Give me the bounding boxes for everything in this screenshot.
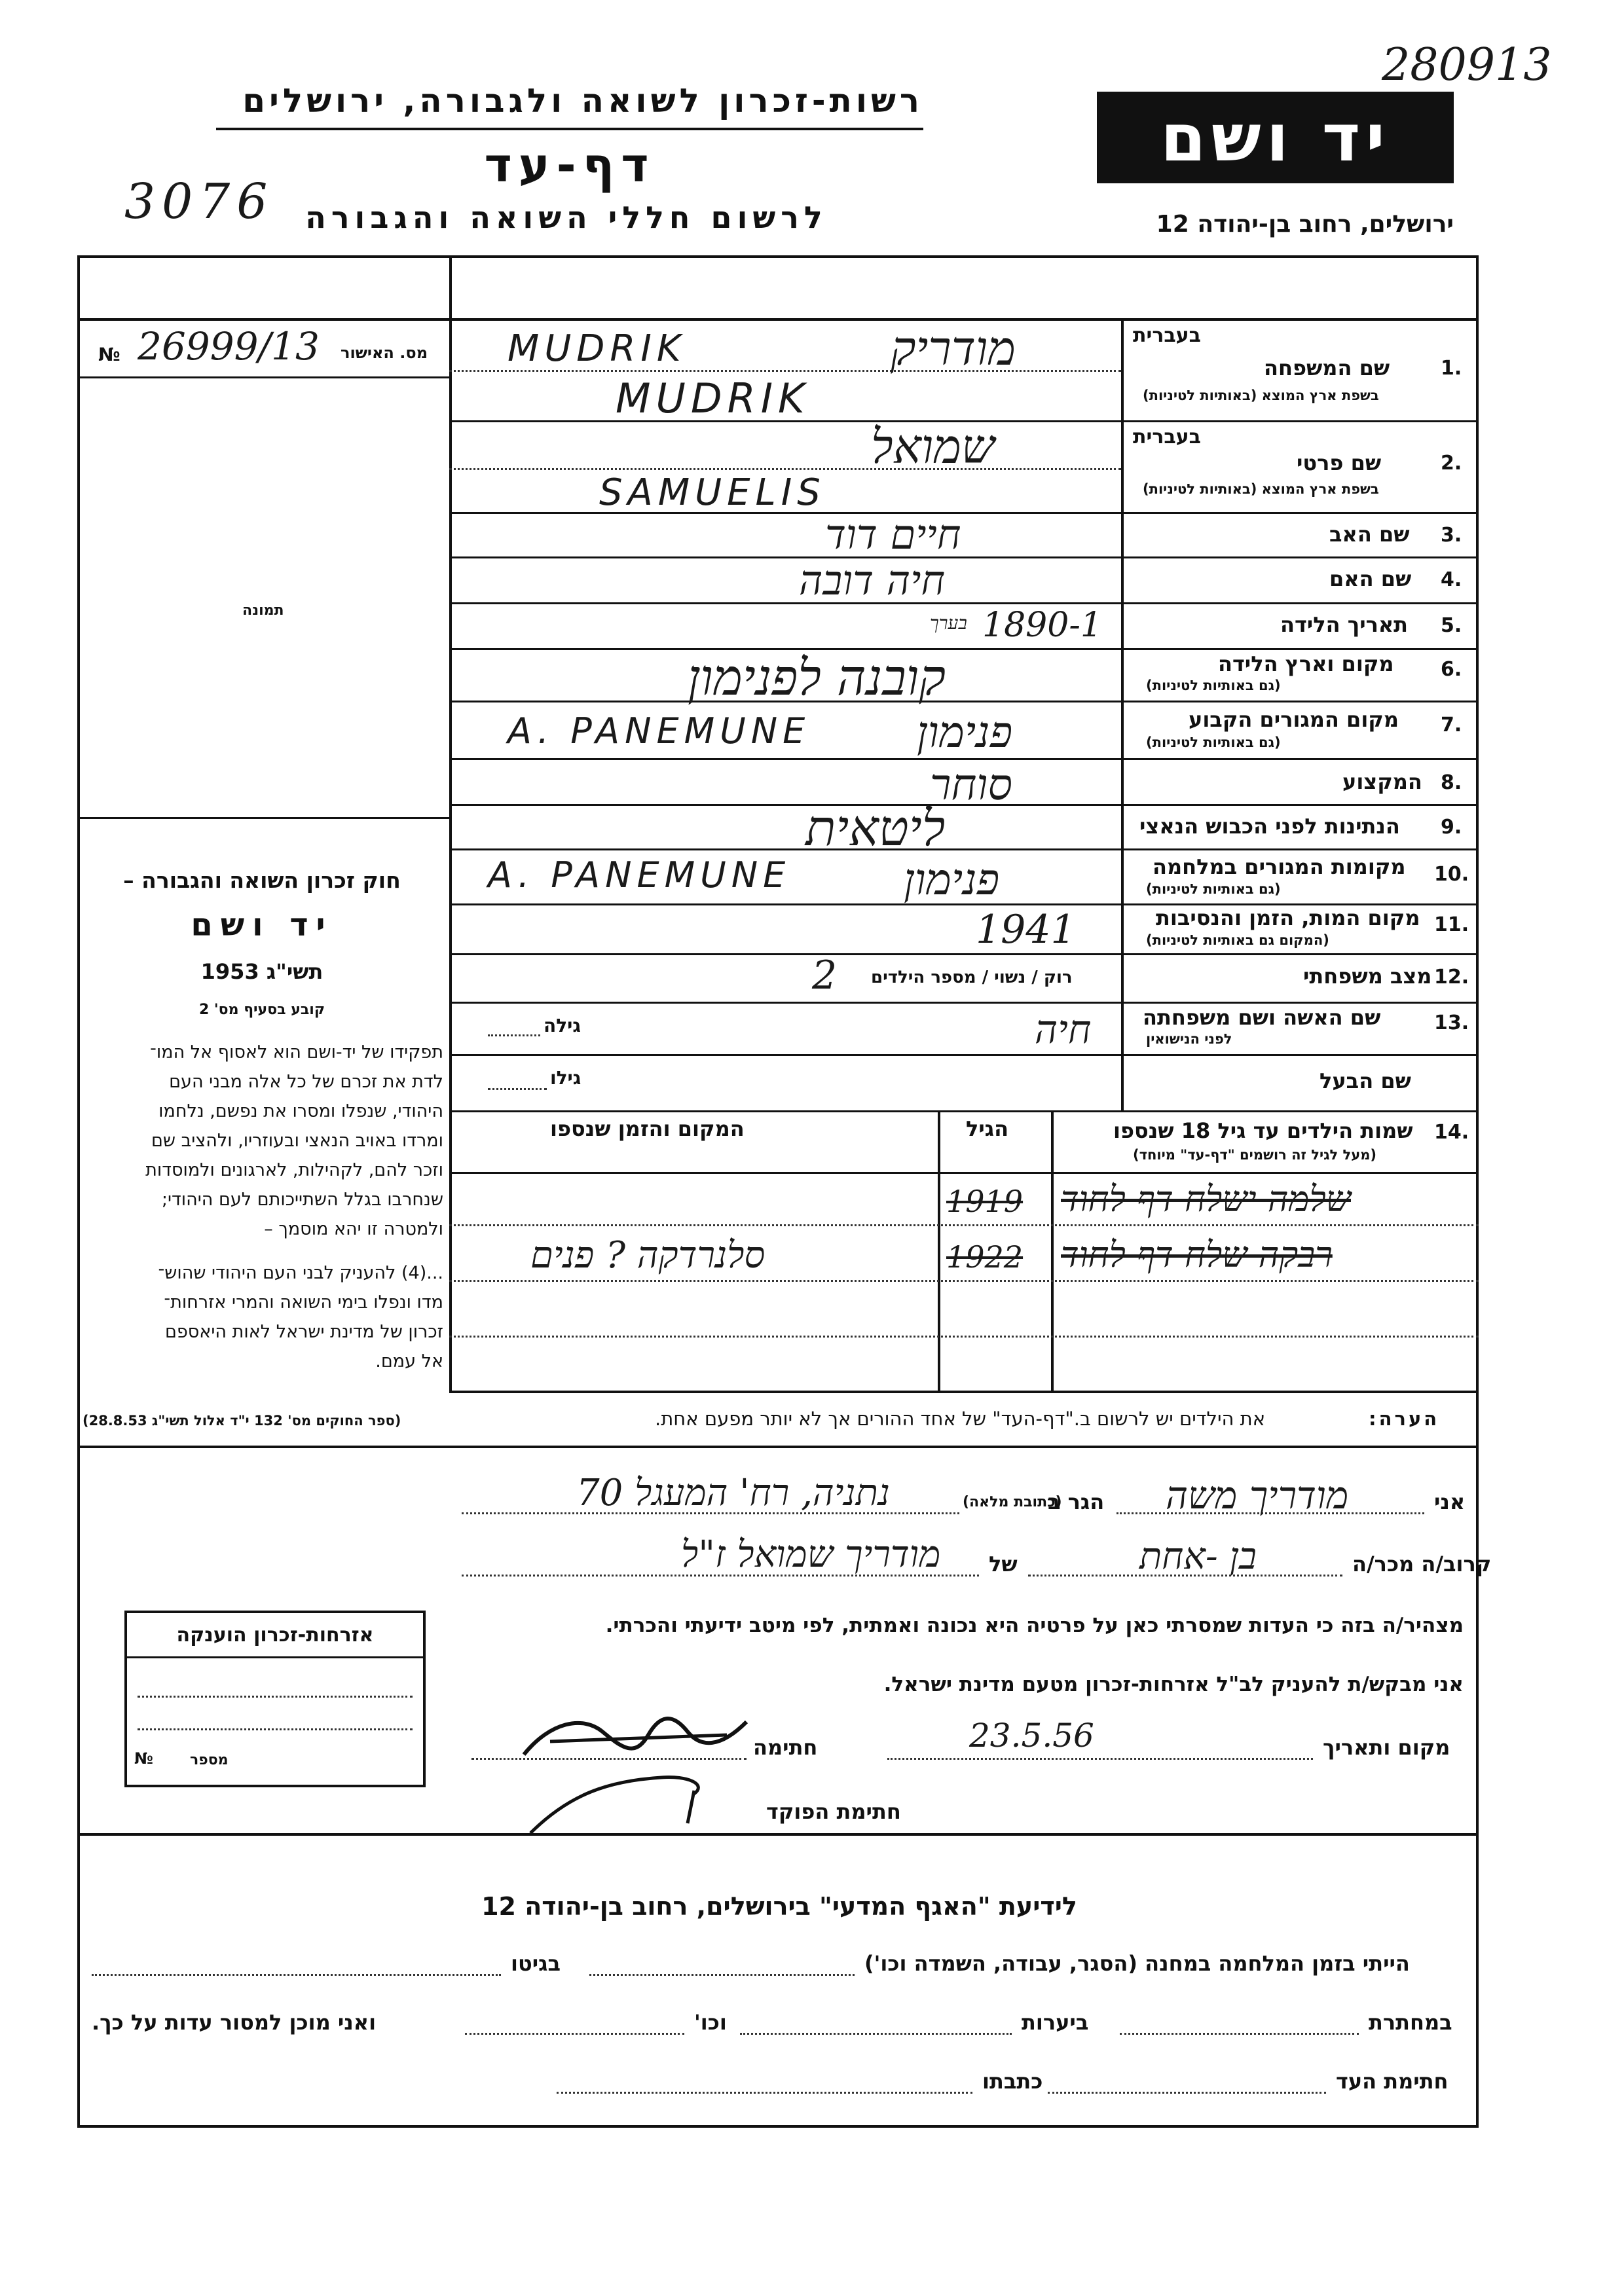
f12-value: 2	[812, 953, 838, 998]
law-citation: (ספר החוקים מס' 132 י"ד אלול תשי"ג 28.8.53)	[83, 1413, 401, 1429]
footer-underground-label: במחתרת	[1369, 2010, 1452, 2035]
citizenship-box-title-sep	[124, 1656, 426, 1658]
footer-witness-label: חתימת העד	[1336, 2069, 1449, 2094]
f1-hebrew-value: מודריק	[891, 321, 1016, 376]
label-column-divider	[1121, 318, 1124, 1110]
children-col-name-left	[1051, 1110, 1054, 1391]
law-line: היהודי, שנפלו ומסרו את נפשם, נלחמו	[158, 1101, 443, 1121]
f7-latin-value: A. PANEMUNE	[507, 710, 811, 752]
photo-divider	[77, 817, 449, 819]
f5-note: בערך	[930, 612, 967, 634]
f11-sub: (המקום גם באותיות לטיניות)	[1146, 932, 1329, 948]
row-sep-inner	[449, 468, 1121, 470]
decl-statement: מצהיר/ה בזה כי העדות שמסרתי כאן על פרטיה היא נכונה ואמתית, לפי מיטב ידיעתי והכרתי.	[605, 1614, 1464, 1637]
f3-label: שם האב	[1329, 522, 1410, 547]
f1-label: שם המשפחה	[1264, 355, 1390, 380]
child-place: סלנרדקה ? פנים	[530, 1234, 766, 1277]
decl-address-hint: (כתובת מלאה)	[963, 1494, 1062, 1510]
f13-husband-age-line	[488, 1088, 547, 1090]
f5-label: תאריך הלידה	[1280, 612, 1409, 637]
f2-hebrew-value: שמואל	[871, 419, 995, 474]
law-line: שנחרבו בגלל השתייכותם לעם היהודי;	[161, 1190, 443, 1210]
f3-value: חיים דוד	[825, 511, 961, 558]
approval-number: 26999/13	[138, 324, 320, 369]
f2-label: שם פרטי	[1297, 450, 1382, 475]
f14-col-place: המקום והזמן שנספו	[550, 1116, 745, 1141]
law-line: ומרדו באויב הנאצי ובעוזריו, ולהציב שם	[151, 1131, 443, 1151]
f1-in-hebrew: בעברית	[1133, 324, 1201, 347]
row-sep	[449, 1110, 1479, 1112]
row-sep	[449, 1054, 1479, 1056]
authority-name: רשות-זכרון לשואה ולגבורה, ירושלים	[242, 82, 923, 120]
citizenship-box-no-sign: №	[134, 1749, 153, 1768]
footer-ghetto-label: בגיטו	[511, 1951, 561, 1976]
footer-witness-line	[1048, 2092, 1326, 2094]
f8-num: 8.	[1441, 771, 1462, 794]
footer-ready-label: ואני מוכן למסור עדות על כך.	[92, 2010, 377, 2035]
law-line: מדו ונפלו בימי השואה והמרי אזרחות־	[164, 1292, 443, 1313]
f8-value: סוחר	[930, 759, 1012, 810]
f7-sub: (גם באותיות לטיניות)	[1146, 735, 1281, 750]
footer-etc-label: וכו'	[694, 2010, 727, 2035]
footer-title: לידיעת "האגף המדעי" בירושלים, רחוב בן-יהודה 12	[481, 1892, 1077, 1921]
top-row-divider	[77, 318, 1479, 321]
f4-label: שם האם	[1329, 566, 1412, 591]
f13-wife-age-line	[488, 1034, 540, 1036]
decl-relation: בן -אחת	[1139, 1535, 1257, 1578]
f6-label: מקום וארץ הלידה	[1218, 651, 1394, 676]
f13-num: 13.	[1434, 1011, 1469, 1034]
form-title: דף-עד	[484, 137, 655, 192]
note-label: הערה:	[1369, 1408, 1440, 1430]
f13-label: שם האשה ושם משפחתה	[1143, 1005, 1381, 1030]
f1-latin-top: MUDRIK	[507, 327, 686, 370]
row-sep-inner	[449, 370, 1121, 372]
f7-num: 7.	[1441, 714, 1462, 737]
footer-ghetto-line	[92, 1974, 501, 1976]
child-name: רבקה שלח דף לחוד	[1061, 1234, 1333, 1275]
f14-sub: (מעל לגיל זה רושמים "דף-עד" מיוחד)	[1133, 1147, 1377, 1163]
approval-divider	[77, 376, 449, 378]
f4-num: 4.	[1441, 568, 1462, 591]
f1-sub: בשפת ארץ המוצא (באותיות לטיניות)	[1143, 388, 1379, 403]
f7-label: מקום המגורים הקבוע	[1189, 707, 1399, 732]
citizenship-box-line	[138, 1728, 413, 1730]
f2-num: 2.	[1441, 452, 1462, 475]
approval-no-sign: №	[98, 344, 120, 365]
f10-latin-value: A. PANEMUNE	[488, 854, 791, 896]
f11-value: 1941	[976, 907, 1076, 953]
f8-label: המקצוע	[1342, 769, 1422, 794]
f14-label: שמות הילדים עד גיל 18 שנספו	[1113, 1118, 1413, 1143]
footer-forests-line	[740, 2033, 1012, 2035]
stamp-number: 280913	[1382, 39, 1552, 91]
footer-forests-label: ביערות	[1022, 2010, 1089, 2035]
f3-num: 3.	[1441, 524, 1462, 547]
row-sep	[449, 556, 1479, 558]
f2-sub: בשפת ארץ המוצא (באותיות לטיניות)	[1143, 481, 1379, 497]
f13-wife-value: חיה	[1035, 1007, 1092, 1053]
f13-wife-age-label: גילה	[544, 1015, 581, 1036]
decl-place-date-label: מקום ותאריך	[1323, 1735, 1450, 1760]
footer-underground-line	[1120, 2033, 1359, 2035]
f4-value: חיה דובה	[799, 556, 946, 604]
f12-num: 12.	[1434, 966, 1469, 989]
law-line: ולמטרה זו יהא מוסמך –	[264, 1219, 443, 1239]
f6-num: 6.	[1441, 658, 1462, 681]
decl-name: מודריך משה	[1166, 1473, 1349, 1518]
f11-num: 11.	[1434, 913, 1469, 936]
photo-label: תמונה	[242, 602, 284, 619]
law-line: וזכר להם, לקהילות, לארגונים ולמוסדות	[145, 1160, 443, 1180]
decl-ani: אני	[1434, 1489, 1466, 1514]
child-name: שלמה ישלח דף לחוד	[1061, 1178, 1351, 1220]
decl-resident-label: הגר ב	[1048, 1489, 1105, 1514]
law-title: חוק זכרון השואה והגבורה –	[123, 867, 401, 893]
child-age: 1922	[946, 1239, 1024, 1275]
footer-etc-line	[465, 2033, 684, 2035]
f9-num: 9.	[1441, 816, 1462, 839]
row-sep	[449, 848, 1479, 850]
footer-address-label: כתבתו	[982, 2069, 1043, 2094]
f12-options: רוק / נשוי / מספר הילדים	[871, 968, 1073, 987]
note-text: את הילדים יש לרשום ב."דף-העד" של אחד ההורים אך לא יותר מפעם אחת.	[655, 1408, 1266, 1430]
f12-label: מצב משפחתי	[1303, 964, 1432, 989]
form-subtitle: לרשום חללי השואה והגבורה	[305, 200, 828, 235]
f9-value: ליטאית	[805, 799, 946, 857]
f6-value: קובנה לפנימון	[688, 648, 946, 706]
decl-officer-label: חתימת הפוקד	[766, 1799, 901, 1824]
law-text	[86, 1038, 443, 1376]
row-sep	[449, 953, 1479, 955]
citizenship-box-title: אזרחות-זכרון הוענקה	[176, 1624, 374, 1647]
f14-col-age: הגיל	[966, 1116, 1009, 1141]
law-year: תשי"ג 1953	[200, 959, 323, 984]
f13-husband-label: שם הבעל	[1320, 1068, 1411, 1093]
approval-label: מס. האישור	[341, 344, 428, 362]
law-line: תפקידו של יד-ושם הוא לאסוף אל המו־	[150, 1042, 443, 1063]
law-title-yadvashem: יד ושם	[191, 907, 333, 943]
footer-camp-label: הייתי בזמן המלחמה במחנה (הסגר, עבודה, השמדה וכו')	[864, 1951, 1410, 1976]
address: ירושלים, רחוב בן-יהודה 12	[1156, 211, 1454, 238]
citizenship-box-number-label: מספר	[190, 1752, 229, 1768]
officer-signature	[511, 1755, 773, 1840]
children-col-age-left	[938, 1110, 940, 1391]
f7-hebrew-value: פנימון	[917, 707, 1013, 757]
f9-label: הנתינות לפני הכבוש הנאצי	[1139, 814, 1400, 839]
f10-label: מקומות המגורים במלחמה	[1153, 854, 1406, 879]
decl-signature-label: חתימה	[753, 1735, 818, 1760]
logo-text: יד ושם	[1160, 99, 1390, 176]
law-clause: קובע בסעיף מס' 2	[198, 1002, 325, 1018]
yad-vashem-logo	[1097, 92, 1454, 183]
children-row-sep	[449, 1224, 1479, 1226]
decl-of-label: של	[989, 1552, 1018, 1576]
f10-hebrew-value: פנימון	[904, 854, 1000, 905]
row-sep	[449, 701, 1479, 702]
decl-relative-label: קרוב/ה מכר/ה	[1352, 1552, 1492, 1576]
note-top-sep	[449, 1391, 1479, 1393]
authority-underline	[216, 128, 923, 130]
f5-num: 5.	[1441, 614, 1462, 637]
f10-sub: (גם באותיות לטיניות)	[1146, 881, 1281, 897]
decl-address: נתניה, רח' המעגל 70	[576, 1472, 890, 1514]
f2-latin-value: SAMUELIS	[599, 471, 826, 514]
f5-value: 1890-1	[982, 606, 1102, 645]
note-bottom-sep	[77, 1446, 1479, 1448]
row-sep	[449, 602, 1479, 604]
decl-request: אני מבקש/ת להעניק לב"ל אזרחות-זכרון מטעם מדינת ישראל.	[883, 1673, 1464, 1696]
law-line: אל עמם.	[375, 1351, 443, 1372]
left-column-divider	[449, 255, 452, 1391]
children-row-sep	[449, 1280, 1479, 1282]
f13-husband-age-label: גילו	[550, 1067, 581, 1089]
law-line: זכרון של מדינת ישראל לאות היאספם	[165, 1322, 443, 1342]
children-row-sep	[449, 1336, 1479, 1338]
f6-sub: (גם באותיות לטיניות)	[1146, 678, 1281, 693]
decl-place-date-line	[887, 1758, 1313, 1760]
citizenship-box-line	[138, 1696, 413, 1698]
children-header-sep	[449, 1172, 1479, 1174]
f14-num: 14.	[1434, 1121, 1469, 1144]
row-sep	[449, 648, 1479, 650]
f1-latin-value: MUDRIK	[616, 374, 810, 422]
child-age: 1919	[946, 1184, 1024, 1219]
archive-number: 3076	[124, 173, 274, 230]
decl-of-name: מודריך שמואל ז"ל	[681, 1533, 941, 1576]
footer-address-line	[557, 2092, 972, 2094]
footer-camp-line	[589, 1974, 855, 1976]
f1-num: 1.	[1441, 357, 1462, 380]
law-line: ...(4) להעניק לבני העם היהודי שהוש־	[158, 1263, 443, 1283]
f11-label: מקום המות, הזמן והנסיבות	[1156, 905, 1420, 930]
law-line: לדת את זכרם של כל אלה מבני העם	[169, 1072, 443, 1092]
footer-top-sep	[77, 1833, 1479, 1836]
decl-place-date: 23.5.56	[969, 1717, 1094, 1755]
f2-in-hebrew: בעברית	[1133, 426, 1201, 448]
f10-num: 10.	[1434, 863, 1469, 886]
f13-sub: לפני הנישואין	[1146, 1031, 1232, 1047]
row-sep	[449, 1002, 1479, 1004]
